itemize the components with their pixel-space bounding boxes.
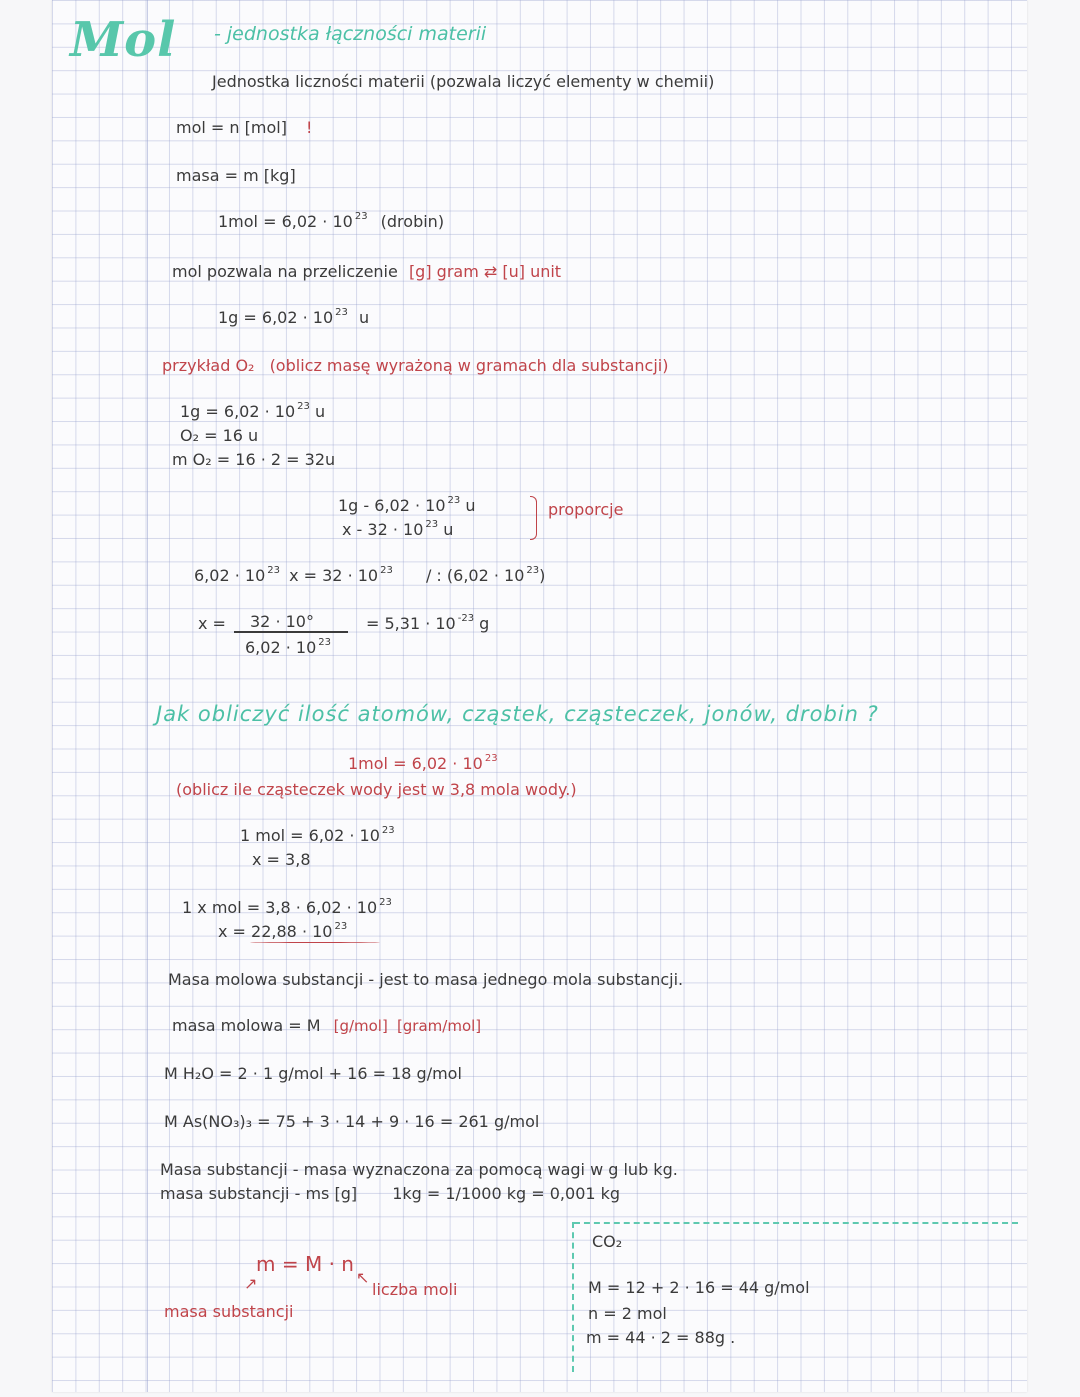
fraction-denominator-exponent: 23: [318, 637, 331, 648]
equation-line: [194, 566, 545, 589]
mol-line: [176, 118, 312, 138]
ratio-line-2: x = 3,8: [252, 850, 311, 869]
gram-unit-u: u: [358, 308, 370, 327]
exclamation-mark: !: [306, 118, 313, 137]
example-heading: [162, 356, 668, 376]
example-line-1-text: 1g = 6,02 · 10: [180, 402, 296, 421]
label-substance-mass: masa substancji: [164, 1302, 294, 1321]
box-left-border: [572, 1222, 574, 1372]
calc-line-1: [182, 898, 392, 921]
section-heading: Jak obliczyć ilość atomów, cząstek, cząsteczek, jonów, drobin ?: [156, 702, 879, 726]
subtitle-text: jednostka łączności materii: [226, 23, 487, 45]
example-line-1: [180, 402, 325, 425]
mass-line: masa = m [kg]: [176, 166, 296, 185]
proportion-line-1-exponent: 23: [447, 495, 461, 506]
substance-mass-line: [160, 1184, 620, 1204]
example-result-unit: g: [479, 614, 490, 633]
substance-mass-text: masa substancji - ms [g]: [160, 1184, 358, 1203]
example-line-2: O₂ = 16 u: [180, 426, 259, 445]
mol-definition: [348, 754, 498, 777]
equation-divisor-exponent: 23: [526, 565, 540, 576]
calc-line-2-text: x = 22,88 · 10: [218, 922, 333, 941]
equation-right-exponent: 23: [380, 565, 393, 576]
calc-line-1-exponent: 23: [379, 897, 392, 908]
ratio-line-1-exponent: 23: [381, 825, 395, 836]
ratio-line-1-text: 1 mol = 6,02 · 10: [240, 826, 380, 845]
proportion-line-2: [342, 520, 453, 543]
mol-definition-exponent: 23: [484, 753, 498, 764]
equation-divisor: / : (6,02 · 10: [425, 566, 525, 585]
avogadro-text: 1mol = 6,02 · 10: [218, 212, 353, 231]
molar-mass-text: masa molowa = M: [172, 1016, 321, 1035]
result-underline: [250, 942, 380, 943]
co2-molar-mass: M = 12 + 2 · 16 = 44 g/mol: [588, 1278, 810, 1297]
mol-conversion-line: [172, 262, 561, 282]
proportion-line-1-unit: u: [465, 496, 476, 515]
equation-left: 6,02 · 10: [194, 566, 266, 585]
example-heading-text: przykład O₂: [162, 356, 255, 375]
mol-text: mol = n [mol]: [176, 118, 287, 137]
label-moles: liczba moli: [372, 1280, 458, 1299]
example-result-text: = 5,31 · 10: [366, 614, 456, 633]
x-equals: x =: [198, 614, 226, 633]
arsenic-nitrate-molar-mass: M As(NO₃)₃ = 75 + 3 · 14 + 9 · 16 = 261 g/mol: [164, 1112, 540, 1131]
substance-mass-definition: Masa substancji - masa wyznaczona za pomocą wagi w g lub kg.: [160, 1160, 678, 1179]
margin-line: [147, 0, 148, 1392]
arrow-to-n-icon: ↖: [356, 1268, 370, 1287]
molar-mass-definition: Masa molowa substancji - jest to masa jednego mola substancji.: [168, 970, 684, 989]
equation-divisor-close: ): [539, 566, 546, 585]
equation-right: x = 32 · 10: [289, 566, 379, 585]
molar-unit-2: [gram/mol]: [396, 1017, 482, 1035]
molar-mass-line: [172, 1016, 481, 1036]
molar-unit-1: [g/mol]: [333, 1017, 388, 1035]
definition-text: Jednostka liczności materii (pozwala liczyć elementy w chemii): [212, 72, 715, 91]
kilogram-conversion: 1kg = 1/1000 kg = 0,001 kg: [392, 1184, 621, 1203]
calc-line-2-exponent: 23: [334, 921, 348, 932]
mass-formula: m = M · n: [256, 1252, 354, 1276]
proportion-line-1-text: 1g - 6,02 · 10: [338, 496, 446, 515]
calc-line-1-text: 1 x mol = 3,8 · 6,02 · 10: [182, 898, 378, 917]
gram-unit-text: 1g = 6,02 · 10: [218, 308, 334, 327]
proportion-bracket: [530, 496, 537, 540]
conversion-units: [g] gram ⇄ [u] unit: [408, 262, 562, 281]
proportion-line-2-exponent: 23: [425, 519, 439, 530]
fraction-numerator: 32 · 10°: [250, 612, 314, 631]
section-task: (oblicz ile cząsteczek wody jest w 3,8 mola wody.): [176, 780, 577, 799]
avogadro-note: (drobin): [380, 212, 445, 231]
example-line-3: m O₂ = 16 · 2 = 32u: [172, 450, 336, 469]
fraction-denominator: [245, 638, 331, 661]
co2-mass: m = 44 · 2 = 88g .: [586, 1328, 736, 1347]
example-line-1-unit: u: [314, 402, 326, 421]
mol-definition-text: 1mol = 6,02 · 10: [348, 754, 483, 773]
avogadro-line: [218, 212, 444, 235]
ratio-line-1: [240, 826, 395, 849]
example-result: [366, 614, 489, 637]
fraction-line: [234, 631, 348, 633]
conversion-text: mol pozwala na przeliczenie: [172, 262, 398, 281]
co2-moles: n = 2 mol: [588, 1304, 667, 1323]
example-result-exponent: -23: [457, 613, 475, 624]
gram-unit-exponent: 23: [335, 307, 348, 318]
example-task: (oblicz masę wyrażoną w gramach dla substancji): [269, 356, 669, 375]
co2-title: CO₂: [592, 1232, 623, 1251]
gram-unit-line: [218, 308, 369, 331]
fraction-denominator-text: 6,02 · 10: [245, 638, 317, 657]
example-line-1-exponent: 23: [297, 401, 310, 412]
proportion-label: proporcje: [548, 500, 624, 519]
box-top-border: [574, 1222, 1018, 1224]
water-molar-mass: M H₂O = 2 · 1 g/mol + 16 = 18 g/mol: [164, 1064, 462, 1083]
equation-left-exponent: 23: [267, 565, 280, 576]
avogadro-exponent: 23: [354, 211, 368, 222]
page-title: Mol: [70, 12, 177, 68]
proportion-line-2-unit: u: [443, 520, 454, 539]
page-subtitle: - jednostka łączności materii: [214, 23, 487, 45]
arrow-to-mass-icon: ↗: [244, 1274, 258, 1293]
proportion-line-1: [338, 496, 476, 519]
proportion-line-2-text: x - 32 · 10: [342, 520, 424, 539]
